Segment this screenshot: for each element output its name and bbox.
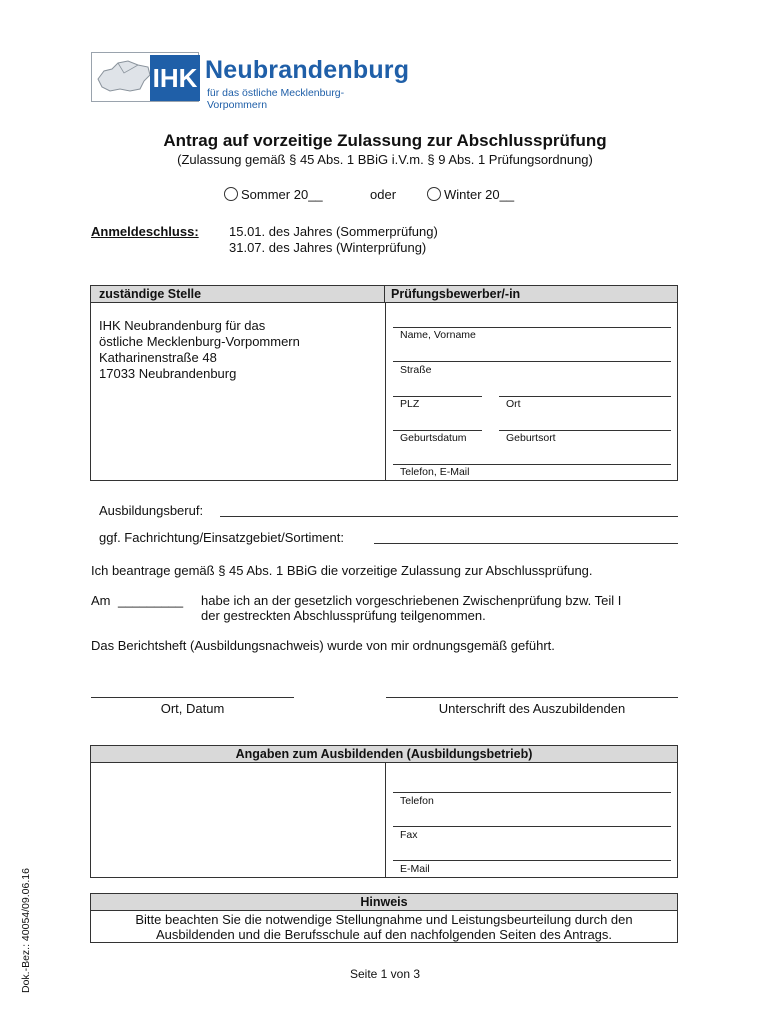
map-emblem: [91, 52, 199, 102]
name-label: Name, Vorname: [400, 329, 476, 341]
table-divider: [385, 763, 386, 877]
place-date-field[interactable]: [91, 697, 294, 698]
address-line: östliche Mecklenburg-Vorpommern: [99, 334, 300, 349]
employer-fax-label: Fax: [400, 829, 418, 841]
report-statement: Das Berichtsheft (Ausbildungsnachweis) wurde von mir ordnungsgemäß geführt.: [91, 638, 555, 653]
address-line: 17033 Neubrandenburg: [99, 366, 237, 381]
birth-place-label: Geburtsort: [506, 432, 556, 444]
document-reference: Dok.-Bez.: 40054/09.06.16: [20, 868, 32, 993]
season-or: oder: [370, 187, 397, 202]
employer-email-field[interactable]: [393, 860, 671, 861]
request-statement: Ich beantrage gemäß § 45 Abs. 1 BBiG die vorzeitige Zulassung zur Abschlussprüfung.: [91, 563, 593, 578]
authority-header: zuständige Stelle: [91, 286, 385, 303]
birth-date-label: Geburtsdatum: [400, 432, 467, 444]
specialization-field[interactable]: [374, 543, 678, 544]
city-field[interactable]: [499, 396, 671, 397]
note-header: Hinweis: [91, 894, 677, 911]
address-line: IHK Neubrandenburg für das: [99, 318, 266, 333]
name-field[interactable]: [393, 327, 671, 328]
employer-fax-field[interactable]: [393, 826, 671, 827]
radio-winter-label: Winter 20__: [444, 187, 515, 202]
radio-summer[interactable]: [224, 187, 323, 202]
employer-table: [90, 745, 678, 878]
street-field[interactable]: [393, 361, 671, 362]
place-date-label: Ort, Datum: [160, 701, 225, 716]
radio-circle-icon[interactable]: [224, 187, 238, 201]
note-line: Ausbildenden und die Berufsschule auf den nachfolgenden Seiten des Antrags.: [155, 927, 613, 942]
ihk-logo: [91, 52, 410, 111]
exam-date-field[interactable]: _________: [118, 593, 184, 608]
phone-email-label: Telefon, E-Mail: [400, 466, 470, 478]
am-label: Am: [91, 593, 111, 608]
zip-label: PLZ: [400, 398, 420, 410]
applicant-header: Prüfungsbewerber/-in: [385, 286, 677, 303]
specialization-label: ggf. Fachrichtung/Einsatzgebiet/Sortiment:: [99, 530, 344, 545]
radio-circle-icon[interactable]: [427, 187, 441, 201]
signature-field[interactable]: [386, 697, 678, 698]
note-text: [91, 912, 677, 942]
birth-place-field[interactable]: [499, 430, 671, 431]
radio-winter[interactable]: [427, 187, 514, 202]
logo-ihk-mark: IHK: [150, 55, 200, 101]
employer-phone-label: Telefon: [400, 795, 434, 807]
employer-phone-field[interactable]: [393, 792, 671, 793]
page-number: Seite 1 von 3: [349, 967, 421, 981]
address-line: Katharinenstraße 48: [99, 350, 217, 365]
street-label: Straße: [400, 364, 432, 376]
deadline-label: Anmeldeschluss:: [91, 224, 199, 239]
birth-date-field[interactable]: [393, 430, 482, 431]
signature-label: Unterschrift des Auszubildenden: [438, 701, 626, 716]
authority-address: [99, 318, 300, 382]
deadline-summer: 15.01. des Jahres (Sommerprüfung): [229, 224, 438, 239]
exam-statement-line2: der gestreckten Abschlussprüfung teilgenommen.: [201, 608, 486, 623]
radio-summer-label: Sommer 20__: [241, 187, 323, 202]
occupation-label: Ausbildungsberuf:: [99, 503, 204, 518]
deadline-winter: 31.07. des Jahres (Winterprüfung): [229, 240, 427, 255]
applicant-table: [90, 285, 678, 481]
note-line: Bitte beachten Sie die notwendige Stellungnahme und Leistungsbeurteilung durch den: [135, 912, 633, 927]
region-map-icon: [94, 53, 154, 101]
logo-name: Neubrandenburg: [205, 56, 410, 84]
city-label: Ort: [506, 398, 521, 410]
phone-email-field[interactable]: [393, 464, 671, 465]
occupation-field[interactable]: [220, 516, 678, 517]
employer-email-label: E-Mail: [400, 863, 430, 875]
employer-header: Angaben zum Ausbildenden (Ausbildungsbetrieb): [91, 746, 677, 763]
table-divider: [385, 303, 386, 480]
exam-statement-line1: habe ich an der gesetzlich vorgeschriebenen Zwischenprüfung bzw. Teil I: [201, 593, 622, 608]
note-box: [90, 893, 678, 943]
logo-subtitle: für das östliche Mecklenburg-Vorpommern: [207, 87, 345, 111]
zip-field[interactable]: [393, 396, 482, 397]
page-title: Antrag auf vorzeitige Zulassung zur Abschlussprüfung: [163, 131, 607, 150]
page-subtitle: (Zulassung gemäß § 45 Abs. 1 BBiG i.V.m. § 9 Abs. 1 Prüfungsordnung): [177, 152, 593, 167]
